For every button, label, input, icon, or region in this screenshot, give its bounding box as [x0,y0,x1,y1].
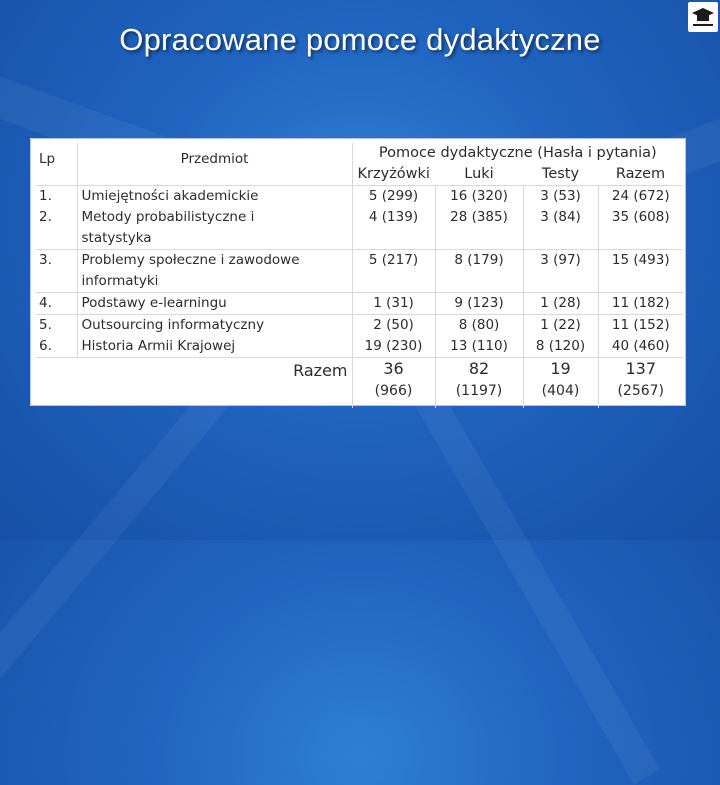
summary-gaps-count: 82 [468,359,490,378]
row-crosswords: 1 (31) [352,293,435,315]
summary-tests-total: (404) [541,383,580,399]
summary-tests-count: 19 [550,359,571,378]
header-gaps: Luki [464,166,494,182]
row-crosswords: 5 (299) [352,186,435,208]
summary-crosswords [352,358,435,408]
row-subject: Metody probabilistyczne i [81,209,255,225]
row-subject: Podstawy e-learningu [77,293,352,315]
summary-row [35,358,683,408]
table-row [35,315,683,337]
row-gaps: 8 (80) [435,315,523,337]
row-tests: 3 (84) [523,207,598,250]
header-lp: Lp [39,151,56,167]
summary-gaps [435,358,523,408]
row-gaps: 13 (110) [435,336,523,358]
summary-label: Razem [293,361,348,380]
row-lp: 2. [39,209,52,225]
table-row [35,293,683,315]
row-subject: Historia Armii Krajowej [77,336,352,358]
row-subject: Problemy społeczne i zawodowe [81,252,300,268]
header-subject: Przedmiot [77,143,352,186]
row-tests: 3 (97) [523,250,598,293]
row-crosswords: 4 (139) [352,207,435,250]
row-subject-continued: informatyki [81,273,159,289]
row-subject: Umiejętności akademickie [77,186,352,208]
graduation-cap-icon [688,2,718,32]
table-row [35,207,683,250]
header-didactic-aids: Pomoce dydaktyczne (Hasła i pytania) [352,143,683,164]
summary-total-total: (2567) [617,383,665,399]
table-row [35,186,683,208]
row-lp: 6. [39,338,52,354]
row-gaps: 16 (320) [435,186,523,208]
row-total: 15 (493) [598,250,683,293]
header-total: Razem [615,166,666,182]
row-subject-continued: statystyka [81,230,152,246]
table-row [35,250,683,293]
row-crosswords: 5 (217) [352,250,435,293]
row-crosswords: 19 (230) [352,336,435,358]
row-subject-cell [77,250,352,293]
row-lp: 1. [39,188,52,204]
header-tests: Testy [541,166,580,182]
row-lp: 5. [39,317,52,333]
summary-crosswords-total: (966) [374,383,413,399]
header-crosswords: Krzyżówki [352,164,435,186]
row-tests: 1 (28) [523,293,598,315]
summary-tests [523,358,598,408]
row-total: 11 (152) [598,315,683,337]
table-row [35,336,683,358]
row-gaps: 8 (179) [435,250,523,293]
summary-total-count: 137 [625,359,657,378]
row-total: 24 (672) [598,186,683,208]
row-crosswords: 2 (50) [352,315,435,337]
row-total: 35 (608) [598,207,683,250]
row-subject: Outsourcing informatyczny [77,315,352,337]
slide-title: Opracowane pomoce dydaktyczne [119,22,601,57]
row-gaps: 9 (123) [435,293,523,315]
summary-total [598,358,683,408]
row-total: 40 (460) [598,336,683,358]
row-lp: 3. [39,252,52,268]
row-tests: 8 (120) [523,336,598,358]
row-subject-cell [77,207,352,250]
summary-gaps-total: (1197) [455,383,503,399]
summary-crosswords-count: 36 [383,359,404,378]
row-total: 11 (182) [598,293,683,315]
row-tests: 1 (22) [523,315,598,337]
row-lp: 4. [39,295,52,311]
didactic-aids-table [30,138,686,406]
row-tests: 3 (53) [523,186,598,208]
row-gaps: 28 (385) [435,207,523,250]
